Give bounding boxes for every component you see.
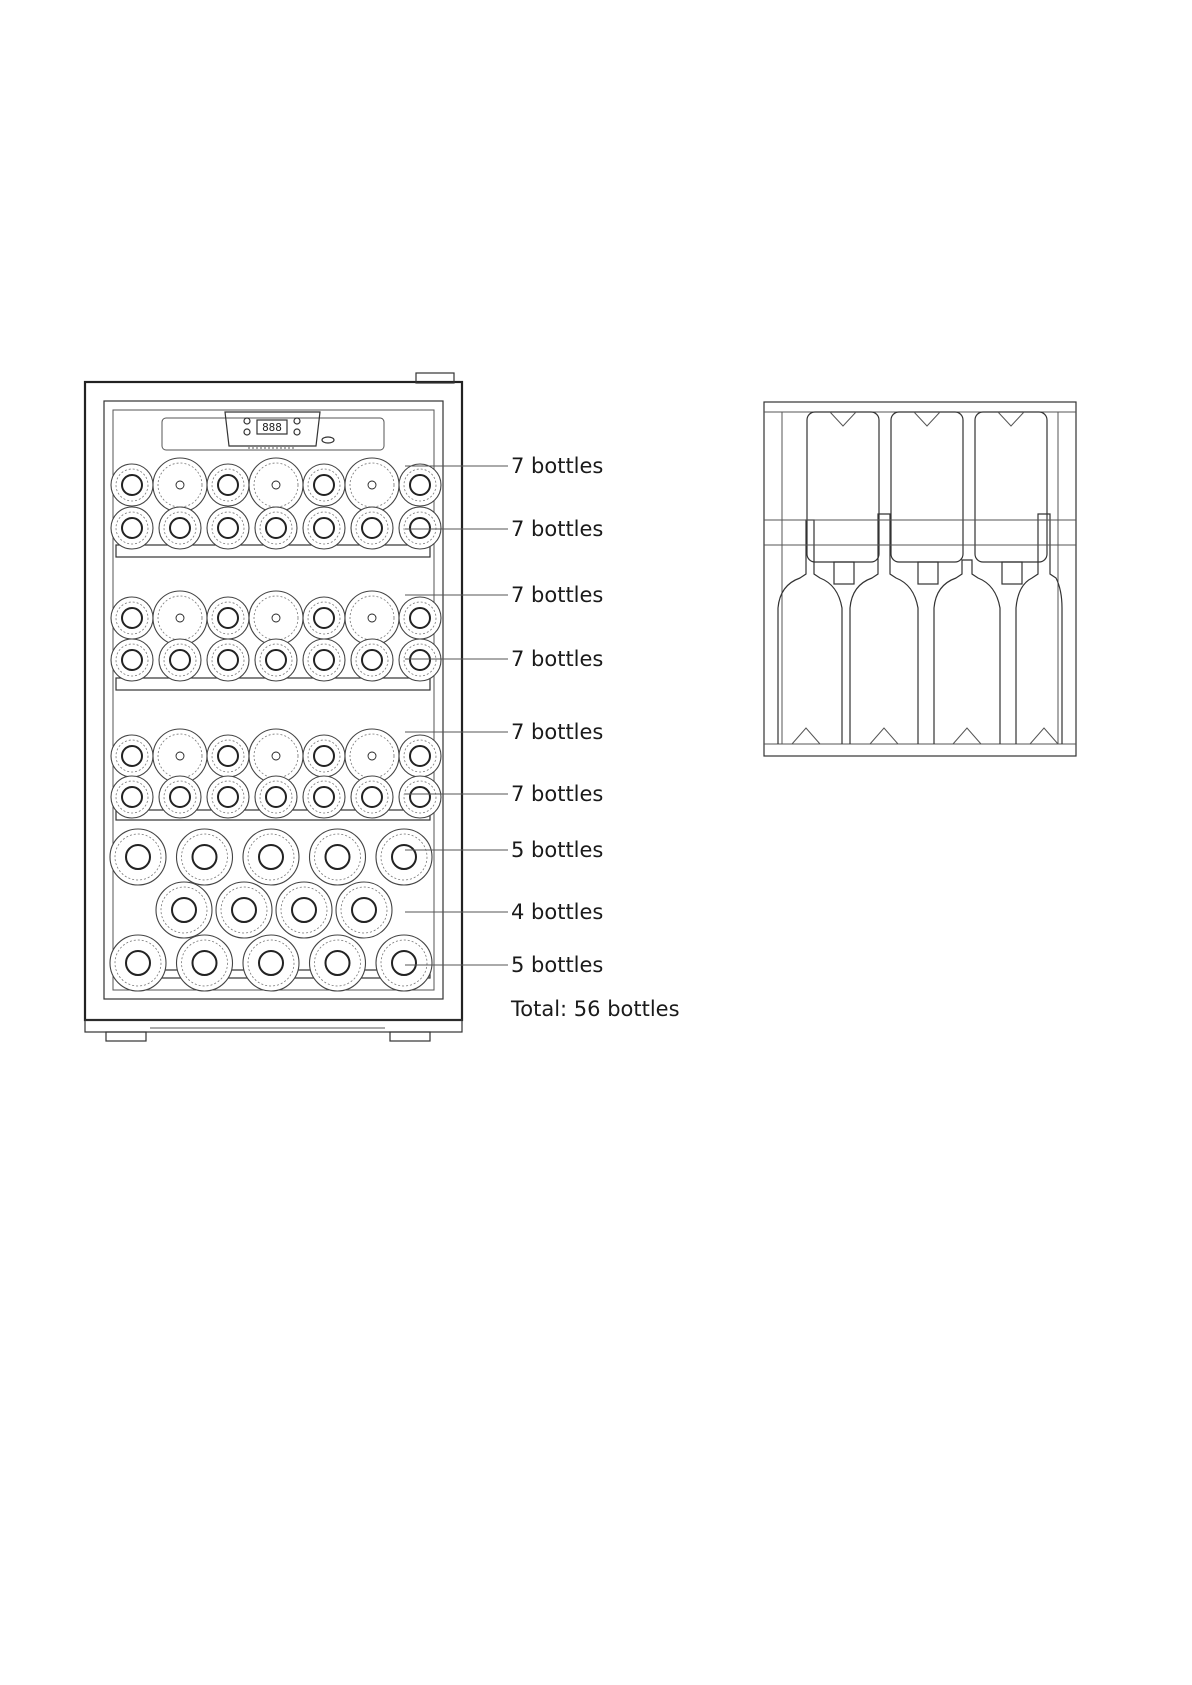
bottle-end (207, 507, 249, 549)
bottle (934, 560, 1000, 744)
row-label: 7 bottles (511, 647, 604, 671)
bottle-end (153, 729, 207, 783)
foot (390, 1032, 430, 1041)
row-label: 7 bottles (511, 782, 604, 806)
bottle-end (255, 507, 297, 549)
bottle (1016, 514, 1062, 744)
bottle-end (111, 776, 153, 818)
bottle-end (399, 464, 441, 506)
bottle-row (111, 591, 441, 645)
bottle-end (310, 829, 366, 885)
bottle-end (207, 597, 249, 639)
bottle-end (399, 597, 441, 639)
upper-bottles (807, 412, 1047, 584)
control-panel (162, 412, 384, 450)
bottle-end (153, 591, 207, 645)
bottle-end (303, 776, 345, 818)
bottle-end (249, 591, 303, 645)
bottle-end (249, 458, 303, 512)
bottle-row (156, 882, 392, 938)
row-label: 7 bottles (511, 517, 604, 541)
bottle-end (207, 639, 249, 681)
bottle (778, 520, 842, 744)
bottle-end (376, 829, 432, 885)
bottle-end (303, 735, 345, 777)
bottle-end (216, 882, 272, 938)
bottle-rows (110, 458, 441, 991)
cooler-front-view (85, 373, 462, 1041)
bottle-end (310, 935, 366, 991)
bottle-end (303, 507, 345, 549)
bottle-row (111, 729, 441, 783)
shelf-side-view (764, 402, 1076, 756)
bottle-end (399, 507, 441, 549)
control-button-icon (294, 429, 300, 435)
bottle-end (345, 729, 399, 783)
bottle-end (243, 829, 299, 885)
bottle-end (207, 464, 249, 506)
bottle-end (255, 776, 297, 818)
bottle-row (110, 829, 432, 885)
row-label: 7 bottles (511, 720, 604, 744)
bottle-end (376, 935, 432, 991)
bottle-end (207, 776, 249, 818)
lower-bottles (778, 514, 1062, 744)
bottle-row (110, 935, 432, 991)
bottle-row (111, 458, 441, 512)
bottle-end (159, 639, 201, 681)
bottle-end (255, 639, 297, 681)
bottle-end (159, 776, 201, 818)
bottle-end (111, 639, 153, 681)
bottle-end (156, 882, 212, 938)
bottle-end (111, 735, 153, 777)
bottle-end (303, 464, 345, 506)
bottle-end (351, 639, 393, 681)
foot (106, 1032, 146, 1041)
row-label: 5 bottles (511, 953, 604, 977)
bottle-end (336, 882, 392, 938)
row-label: 7 bottles (511, 583, 604, 607)
bottle-end (207, 735, 249, 777)
bottle (975, 412, 1047, 584)
bottle (850, 514, 918, 744)
row-label: 5 bottles (511, 838, 604, 862)
bottle-end (177, 935, 233, 991)
control-button-icon (244, 429, 250, 435)
bottle-end (303, 597, 345, 639)
bottle-end (159, 507, 201, 549)
light-icon (322, 437, 334, 443)
bottle-end (351, 776, 393, 818)
bottle (807, 412, 879, 584)
row-label: 7 bottles (511, 454, 604, 478)
bottle-end (110, 935, 166, 991)
control-button-icon (244, 418, 250, 424)
bottle-end (399, 776, 441, 818)
bottle-end (399, 735, 441, 777)
bottle-end (345, 458, 399, 512)
bottle-end (111, 464, 153, 506)
bottle-row (111, 507, 441, 549)
row-label: 4 bottles (511, 900, 604, 924)
display-readout: 888 (262, 421, 282, 434)
bottle-end (351, 507, 393, 549)
bottle (891, 412, 963, 584)
bottle-end (399, 639, 441, 681)
bottle-end (243, 935, 299, 991)
bottle-end (110, 829, 166, 885)
bottle-end (249, 729, 303, 783)
total-label: Total: 56 bottles (511, 997, 680, 1021)
bottle-row (111, 776, 441, 818)
bottle-end (177, 829, 233, 885)
cabinet-base (85, 1020, 462, 1041)
bottle-end (111, 597, 153, 639)
bottle-end (303, 639, 345, 681)
bottle-row (111, 639, 441, 681)
bottle-end (153, 458, 207, 512)
bottle-end (345, 591, 399, 645)
control-button-icon (294, 418, 300, 424)
bottle-end (276, 882, 332, 938)
bottle-end (111, 507, 153, 549)
